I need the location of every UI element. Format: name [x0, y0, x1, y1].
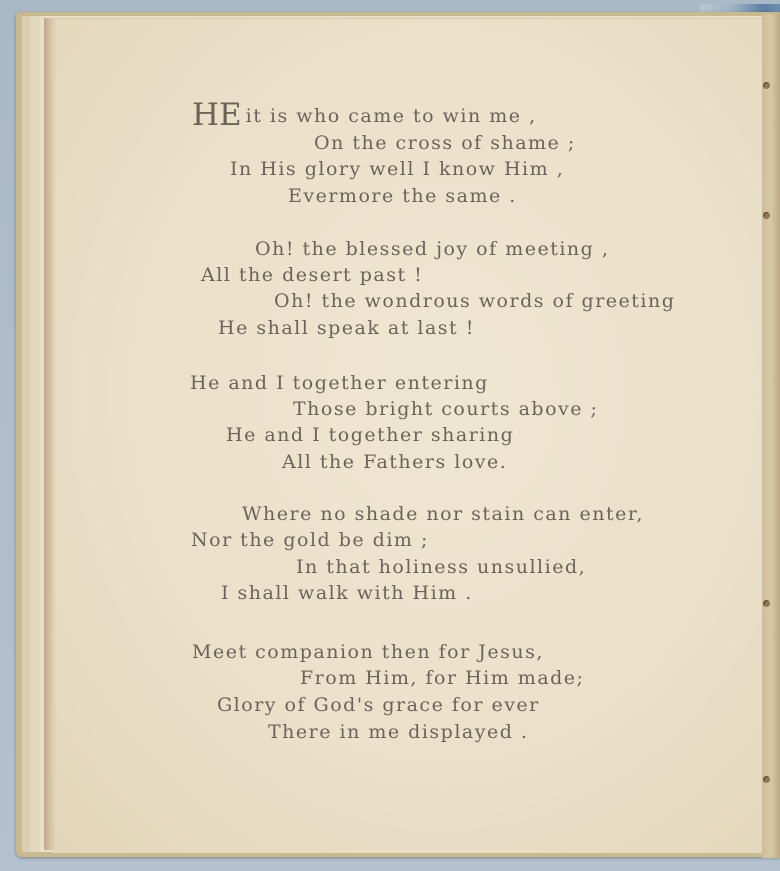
poem-line: Oh! the blessed joy of meeting , — [255, 238, 610, 260]
poem-line: He and I together sharing — [226, 424, 515, 446]
poem-line: All the Fathers love. — [282, 451, 508, 473]
poem-line: Where no shade nor stain can enter, — [242, 503, 644, 525]
poem-line: On the cross of shame ; — [314, 132, 576, 154]
poem-line: He shall speak at last ! — [218, 317, 475, 339]
poem-line: From Him, for Him made; — [300, 667, 585, 689]
poem-line: In that holiness unsullied, — [296, 556, 587, 578]
poem-line: He and I together entering — [190, 372, 489, 394]
poem-line: There in me displayed . — [268, 721, 529, 743]
poem-line-text: it is who came to win me , — [245, 105, 537, 127]
poem-line: Nor the gold be dim ; — [191, 529, 429, 551]
poem-line: Oh! the wondrous words of greeting — [274, 290, 676, 312]
poem-line: I shall walk with Him . — [221, 582, 473, 604]
poem-line — [192, 97, 537, 133]
poem-line: Evermore the same . — [288, 185, 517, 207]
poem-line: In His glory well I know Him , — [230, 158, 565, 180]
poem-line: Those bright courts above ; — [293, 398, 599, 420]
poem-line: Meet companion then for Jesus, — [192, 641, 544, 663]
poem-line: All the desert past ! — [201, 264, 424, 286]
drop-cap: HE — [192, 97, 242, 133]
poem-line: Glory of God's grace for ever — [217, 694, 540, 716]
